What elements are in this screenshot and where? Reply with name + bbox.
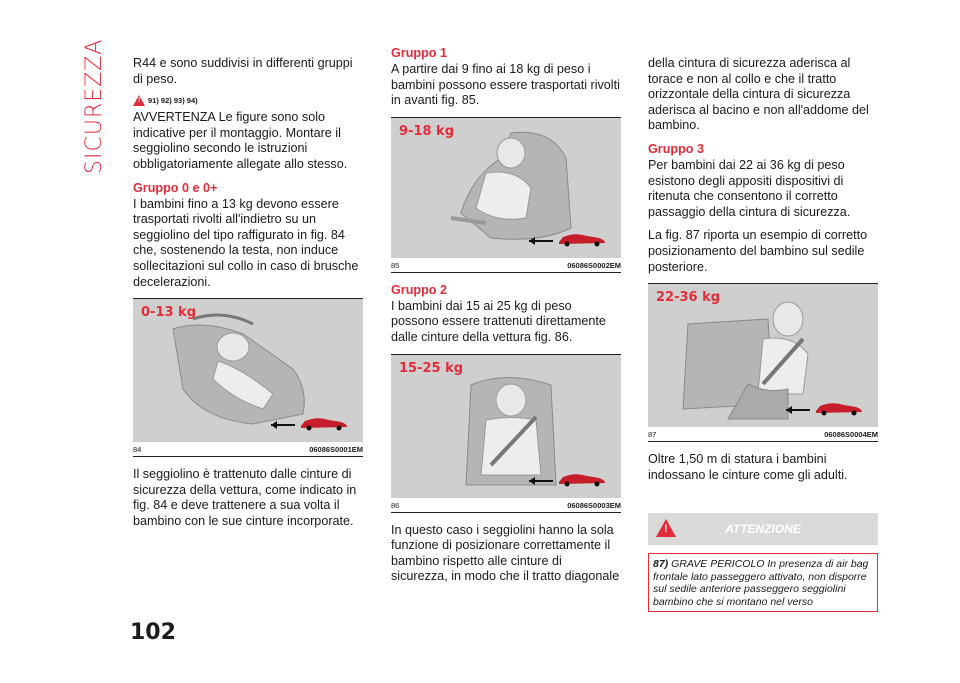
- warning-icon: !: [656, 519, 676, 537]
- car-direction-icon: [527, 468, 607, 488]
- child-seat-illustration: [133, 299, 363, 442]
- attention-header: [648, 513, 878, 545]
- attention-title: ATTENZIONE: [725, 522, 801, 537]
- heading-group-1: Gruppo 1: [391, 46, 447, 60]
- paragraph: A partire dai 9 fino ai 18 kg di peso i bambini possono essere trasportati rivolti in avanti fig. 85.: [391, 62, 620, 108]
- figure-84: [133, 298, 363, 457]
- figure-caption: [648, 427, 878, 441]
- figure-number: 86: [391, 500, 400, 510]
- paragraph: I bambini fino a 13 kg devono essere trasportati rivolti all'indietro su un seggiolino del tipo raffigurato in fig. 84 che, sostenendo la testa, non induce sollecitazioni sul collo in caso di brusche decelerazioni.: [133, 196, 359, 289]
- paragraph: Per bambini dai 22 ai 36 kg di peso esistono degli appositi dispositivi di ritenuta che consentono il corretto passaggio della cintura di sicurezza.: [648, 157, 851, 219]
- figure-label: 0-13 kg: [141, 305, 197, 321]
- car-direction-icon: [784, 397, 864, 417]
- figure-code: 06086S0003EM: [567, 500, 621, 510]
- heading-group-2: Gruppo 2: [391, 282, 447, 297]
- attention-body: [648, 553, 878, 612]
- attention-number: 87): [653, 558, 669, 571]
- paragraph: In questo caso i seggiolini hanno la sola funzione di posizionare correttamente il bambino rispetto alle cinture di sicurezza, in modo che il tratto diagonale: [391, 522, 620, 584]
- figure-85: [391, 117, 621, 273]
- figure-caption: [391, 258, 621, 272]
- figure-label: 22-36 kg: [656, 290, 721, 306]
- paragraph: Oltre 1,50 m di statura i bambini indossano le cinture come gli adulti.: [648, 452, 848, 482]
- paragraph: I bambini dai 15 ai 25 kg di peso possono essere trattenuti direttamente dalle cinture della vettura fig. 86.: [391, 298, 606, 344]
- figure-number: 85: [391, 260, 400, 270]
- figure-caption: [133, 442, 363, 456]
- child-seat-illustration: [391, 118, 621, 258]
- figure-number: 87: [648, 430, 657, 440]
- paragraph: La fig. 87 riporta un esempio di corretto posizionamento del bambino sul sedile posteriore.: [648, 228, 868, 274]
- figure-86: [391, 354, 621, 513]
- column-2: [391, 46, 621, 593]
- figure-caption: [391, 498, 621, 512]
- column-3: [648, 56, 878, 612]
- child-seat-illustration: [391, 355, 621, 498]
- attention-text: GRAVE PERICOLO In presenza di air bag frontale lato passeggero attivato, non disporre sul sedile anteriore passeggero seggiolini bambino che si montano nel verso: [653, 558, 869, 608]
- car-direction-icon: [527, 228, 607, 248]
- section-title: SICUREZZA: [82, 38, 107, 174]
- paragraph: Il seggiolino è trattenuto dalle cinture di sicurezza della vettura, come indicato in fig. 84 e deve trattenere a sua volta il bambino con le sue cinture incorporate.: [133, 467, 357, 528]
- paragraph: AVVERTENZA Le figure sono solo indicative per il montaggio. Montare il seggiolino secondo le istruzioni obbligatoriamente allegate allo stesso.: [133, 110, 348, 171]
- child-seat-illustration: [648, 284, 878, 427]
- figure-87: [648, 283, 878, 442]
- figure-code: 06086S0004EM: [824, 430, 878, 440]
- heading-group-0: Gruppo 0 e 0+: [133, 180, 218, 195]
- paragraph: R44 e sono suddivisi in differenti gruppi di peso.: [133, 56, 353, 86]
- car-direction-icon: [269, 412, 349, 432]
- paragraph: della cintura di sicurezza aderisca al torace e non al collo e che il tratto orizzontale della cintura di sicurezza aderisca al bacino e non all'addome del bambino.: [648, 56, 869, 133]
- attention-box: [648, 513, 878, 612]
- column-1: [133, 56, 363, 538]
- warning-icon: !: [133, 95, 145, 106]
- figure-code: 06086S0002EM: [567, 260, 621, 270]
- references-text: 91) 92) 93) 94): [148, 96, 198, 106]
- figure-label: 9-18 kg: [399, 123, 455, 139]
- figure-number: 84: [133, 445, 142, 455]
- figure-code: 06086S0001EM: [309, 445, 363, 455]
- heading-group-3: Gruppo 3: [648, 141, 704, 156]
- page-number: 102: [130, 620, 176, 645]
- warning-references: [133, 95, 363, 106]
- figure-label: 15-25 kg: [399, 360, 464, 376]
